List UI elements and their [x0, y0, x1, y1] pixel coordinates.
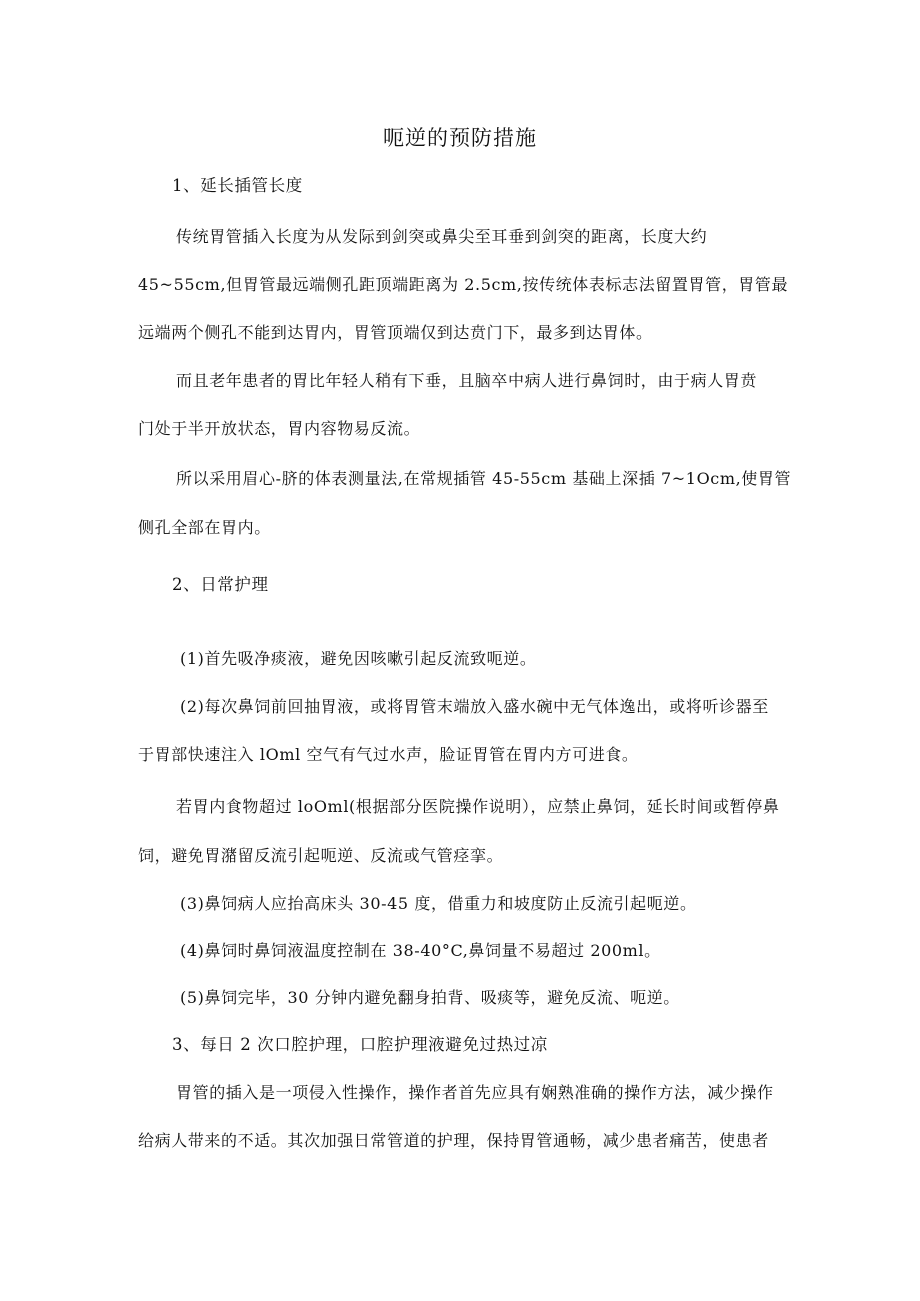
section-2-item-1: (1)首先吸净痰液，避免因咳嗽引起反流致呃逆。: [180, 649, 537, 668]
section-1-paragraph-1-line-3: 远端两个侧孔不能到达胃内，胃管顶端仅到达贲门下，最多到达胃体。: [138, 323, 653, 342]
section-2-item-2-line-1: (2)每次鼻饲前回抽胃液，或将胃管末端放入盛水碗中无气体逸出，或将听诊器至: [180, 697, 769, 716]
section-2-item-2-line-2: 于胃部快速注入 lOml 空气有气过水声，脸证胃管在胃内方可进食。: [138, 745, 639, 764]
page-title: 呃逆的预防措施: [383, 126, 537, 150]
section-1-paragraph-3-line-2: 侧孔全部在胃内。: [138, 518, 271, 537]
section-1-paragraph-2-line-1: 而且老年患者的胃比年轻人稍有下垂，且脑卒中病人进行鼻饲时，由于病人胃贲: [176, 371, 758, 390]
section-2-item-5: (5)鼻饲完毕，30 分钟内避免翻身拍背、吸痰等，避免反流、呃逆。: [180, 988, 680, 1007]
section-2-note-line-2: 饲，避免胃潴留反流引起呃逆、反流或气管痉挛。: [138, 846, 504, 865]
section-2-note-line-1: 若胃内食物超过 loOml(根据部分医院操作说明），应禁止鼻饲，延长时间或暂停鼻: [176, 797, 780, 816]
section-1-paragraph-3-line-1: 所以采用眉心-脐的体表测量法,在常规插管 45-55cm 基础上深插 7~1Ocm,使胃管: [176, 469, 792, 488]
section-3-heading: 3、每日 2 次口腔护理，口腔护理液避免过热过凉: [172, 1035, 548, 1054]
section-2-heading: 2、日常护理: [172, 575, 269, 594]
section-2-item-4: (4)鼻饲时鼻饲液温度控制在 38-40°C,鼻饲量不易超过 200ml。: [180, 941, 661, 960]
section-2-item-3: (3)鼻饲病人应抬高床头 30-45 度，借重力和坡度防止反流引起呃逆。: [180, 894, 697, 913]
section-3-paragraph-1-line-2: 给病人带来的不适。其次加强日常管道的护理，保持胃管通畅，减少患者痛苦，使患者: [138, 1131, 769, 1150]
section-3-paragraph-1-line-1: 胃管的插入是一项侵入性操作，操作者首先应具有娴熟准确的操作方法，减少操作: [176, 1083, 774, 1102]
section-1-heading: 1、延长插管长度: [172, 176, 303, 195]
section-1-paragraph-1-line-2: 45~55cm,但胃管最远端侧孔距顶端距离为 2.5cm,按传统体表标志法留置胃管，胃管最: [138, 275, 789, 294]
section-1-paragraph-2-line-2: 门处于半开放状态，胃内容物易反流。: [138, 419, 421, 438]
section-1-paragraph-1-line-1: 传统胃管插入长度为从发际到剑突或鼻尖至耳垂到剑突的距离，长度大约: [176, 227, 708, 246]
